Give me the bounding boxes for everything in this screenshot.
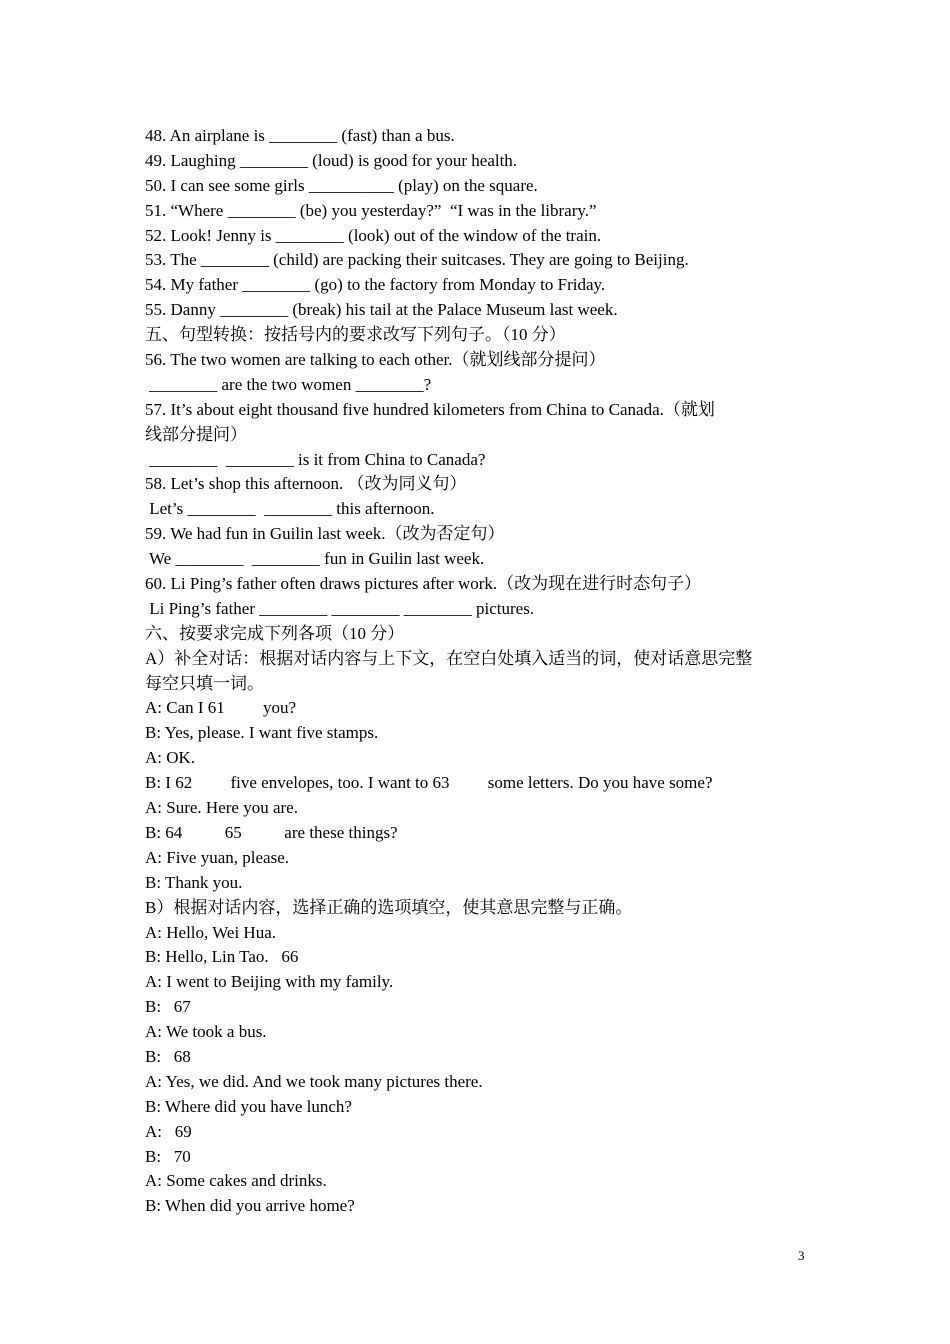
text-line: A: Hello, Wei Hua. — [145, 922, 276, 942]
text-line: B: Yes, please. I want five stamps. — [145, 723, 379, 743]
text-line: 56. The two women are talking to each other.（就划线部分提问） — [145, 350, 606, 370]
text-line: B: When did you arrive home? — [145, 1196, 355, 1216]
text-line: Li Ping’s father ________ ________ ________ pictures. — [145, 598, 535, 618]
text-line: B: Thank you. — [145, 872, 243, 892]
text-line: B）根据对话内容，选择正确的选项填空，使其意思完整与正确。 — [145, 897, 633, 917]
text-line: We ________ ________ fun in Guilin last week. — [145, 549, 485, 569]
text-line: A: We took a bus. — [145, 1022, 267, 1042]
text-line: 57. It’s about eight thousand five hundred kilometers from China to Canada.（就划 — [145, 399, 715, 419]
text-line: A: Yes, we did. And we took many pictures there. — [145, 1071, 483, 1091]
text-line: A）补全对话：根据对话内容与上下文，在空白处填入适当的词，使对话意思完整 — [145, 648, 753, 668]
text-line: ________ ________ is it from China to Canada? — [145, 449, 486, 469]
text-line: B: Hello, Lin Tao. 66 — [145, 947, 299, 967]
text-line: B: I 62 five envelopes, too. I want to 63 some letters. Do you have some? — [145, 773, 713, 793]
text-line: 59. We had fun in Guilin last week.（改为否定句） — [145, 524, 505, 544]
text-line: B: 67 — [145, 997, 191, 1017]
text-line: A: Can I 61 you? — [145, 698, 297, 718]
text-line: 49. Laughing ________ (loud) is good for your health. — [145, 150, 518, 170]
text-line: A: I went to Beijing with my family. — [145, 972, 394, 992]
text-line: 51. “Where ________ (be) you yesterday?” “I was in the library.” — [145, 200, 597, 220]
text-line: 58. Let’s shop this afternoon. （改为同义句） — [145, 474, 467, 494]
page-number: 3 — [798, 1248, 805, 1263]
text-line: A: Five yuan, please. — [145, 847, 289, 867]
text-line: A: Sure. Here you are. — [145, 798, 298, 818]
exercise-text — [145, 124, 815, 1219]
text-line: 60. Li Ping’s father often draws pictures after work.（改为现在进行时态句子） — [145, 574, 702, 594]
text-line: B: 70 — [145, 1146, 191, 1166]
text-line: B: 64 65 are these things? — [145, 822, 398, 842]
text-line: 52. Look! Jenny is ________ (look) out of the window of the train. — [145, 225, 602, 245]
text-line: ________ are the two women ________? — [145, 374, 432, 394]
text-line: 六、按要求完成下列各项（10 分） — [145, 623, 405, 643]
text-line: Let’s ________ ________ this afternoon. — [145, 499, 435, 519]
text-line: A: 69 — [145, 1121, 192, 1141]
text-line: 线部分提问） — [145, 424, 247, 444]
text-line: B: 68 — [145, 1046, 191, 1066]
text-line: B: Where did you have lunch? — [145, 1096, 352, 1116]
text-line: 54. My father ________ (go) to the factory from Monday to Friday. — [145, 275, 606, 295]
text-line: 五、句型转换：按括号内的要求改写下列句子。（10 分） — [145, 325, 566, 345]
text-line: 50. I can see some girls __________ (play) on the square. — [145, 175, 538, 195]
text-line: 53. The ________ (child) are packing their suitcases. They are going to Beijing. — [145, 250, 689, 270]
text-line: A: Some cakes and drinks. — [145, 1171, 327, 1191]
text-line: 每空只填一词。 — [145, 673, 264, 693]
text-line: 55. Danny ________ (break) his tail at the Palace Museum last week. — [145, 300, 618, 320]
text-line: 48. An airplane is ________ (fast) than a bus. — [145, 126, 455, 145]
text-line: A: OK. — [145, 748, 196, 768]
